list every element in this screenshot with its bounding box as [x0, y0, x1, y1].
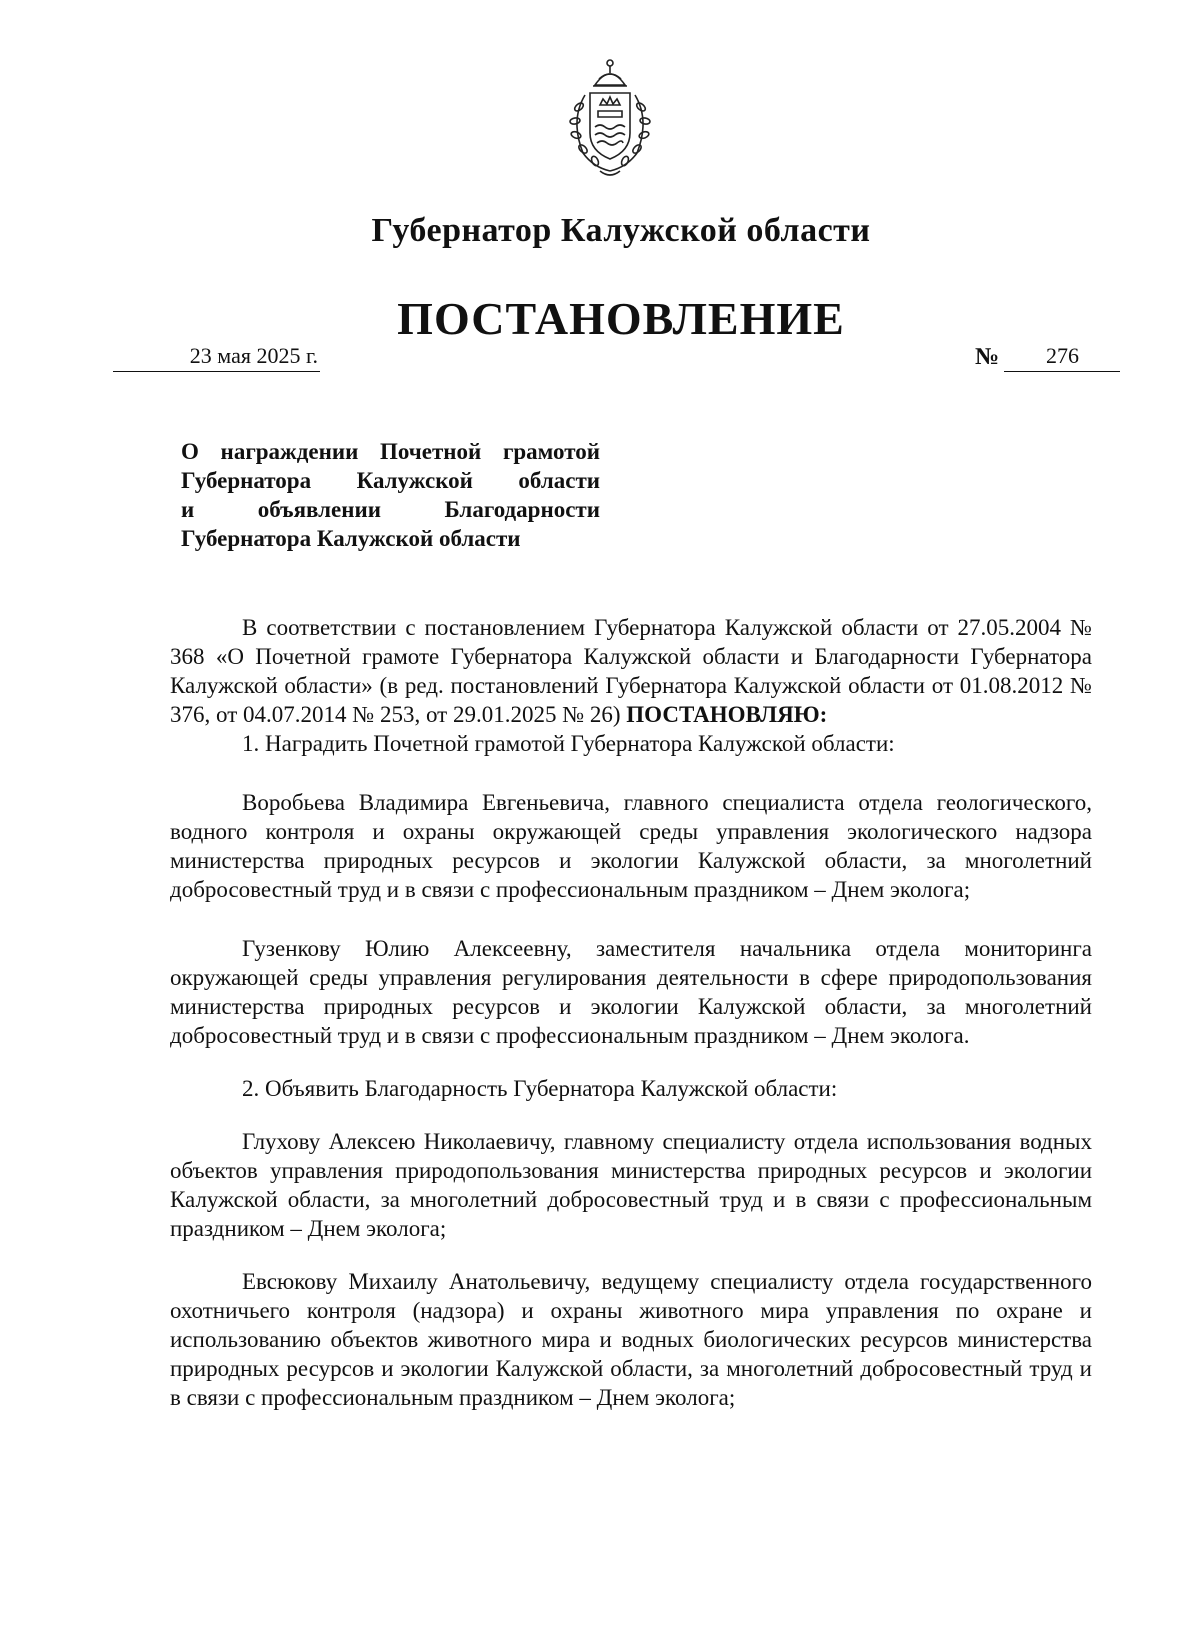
subject-line: и объявлении Благодарности	[181, 497, 600, 522]
preamble-text: В соответствии с постановлением Губернатора Калужской области от 27.05.2004 № 368 «О Почетной грамоте Губернатора Калужской области и Благодарности Губернатора Калужской области» (в ред. постановлений Губернатора Калужской области от 01.08.2012 № 376, от 04.07.2014 № 253, от 29.01.2025 № 26)	[170, 615, 1092, 727]
document-type-title: ПОСТАНОВЛЕНИЕ	[397, 293, 845, 344]
subject-line: Губернатора Калужской области	[181, 526, 521, 551]
subject-line: О награждении Почетной грамотой	[181, 439, 600, 464]
authority-title: Губернатор Калужской области	[371, 212, 871, 249]
subject-line: Губернатора Калужской области	[181, 468, 600, 493]
document-subject	[181, 437, 600, 553]
thanks-paragraph-1: Глухову Алексею Николаевичу, главному специалисту отдела использования водных объектов управления природопользования министерства природных ресурсов и экологии Калужской области, за многолетний добросовестный труд и в связи с профессиональным праздником – Днем эколога;	[170, 1129, 1092, 1241]
item-2-heading: 2. Объявить Благодарность Губернатора Калужской области:	[242, 1076, 838, 1101]
thanks-paragraph-2: Евсюкову Михаилу Анатольевичу, ведущему специалисту отдела государственного охотничьего контроля (надзора) и охраны животного мира управления по охране и использованию объектов животного мира и водных биологических ресурсов министерства природных ресурсов и экологии Калужской области, за многолетний добросовестный труд и в связи с профессиональным праздником – Днем эколога;	[170, 1269, 1092, 1410]
item-1-heading: 1. Наградить Почетной грамотой Губернатора Калужской области:	[242, 731, 895, 756]
award-paragraph-1: Воробьева Владимира Евгеньевича, главного специалиста отдела геологического, водного контроля и охраны окружающей среды управления экологического надзора министерства природных ресурсов и экологии Калужской области, за многолетний добросовестный труд и в связи с профессиональным праздником – Днем эколога;	[170, 790, 1092, 902]
document-number: 276	[1004, 341, 1120, 372]
coat-of-arms-emblem	[555, 55, 665, 180]
document-body	[170, 613, 1092, 1412]
decree-word: ПОСТАНОВЛЯЮ:	[626, 702, 828, 727]
preamble-paragraph	[170, 613, 1092, 729]
number-sign: №	[975, 344, 1000, 370]
document-date: 23 мая 2025 г.	[113, 341, 320, 372]
award-paragraph-2: Гузенкову Юлию Алексеевну, заместителя начальника отдела мониторинга окружающей среды управления регулирования деятельности в сфере природопользования министерства природных ресурсов и экологии Калужской области, за многолетний добросовестный труд и в связи с профессиональным праздником – Днем эколога.	[170, 936, 1092, 1048]
